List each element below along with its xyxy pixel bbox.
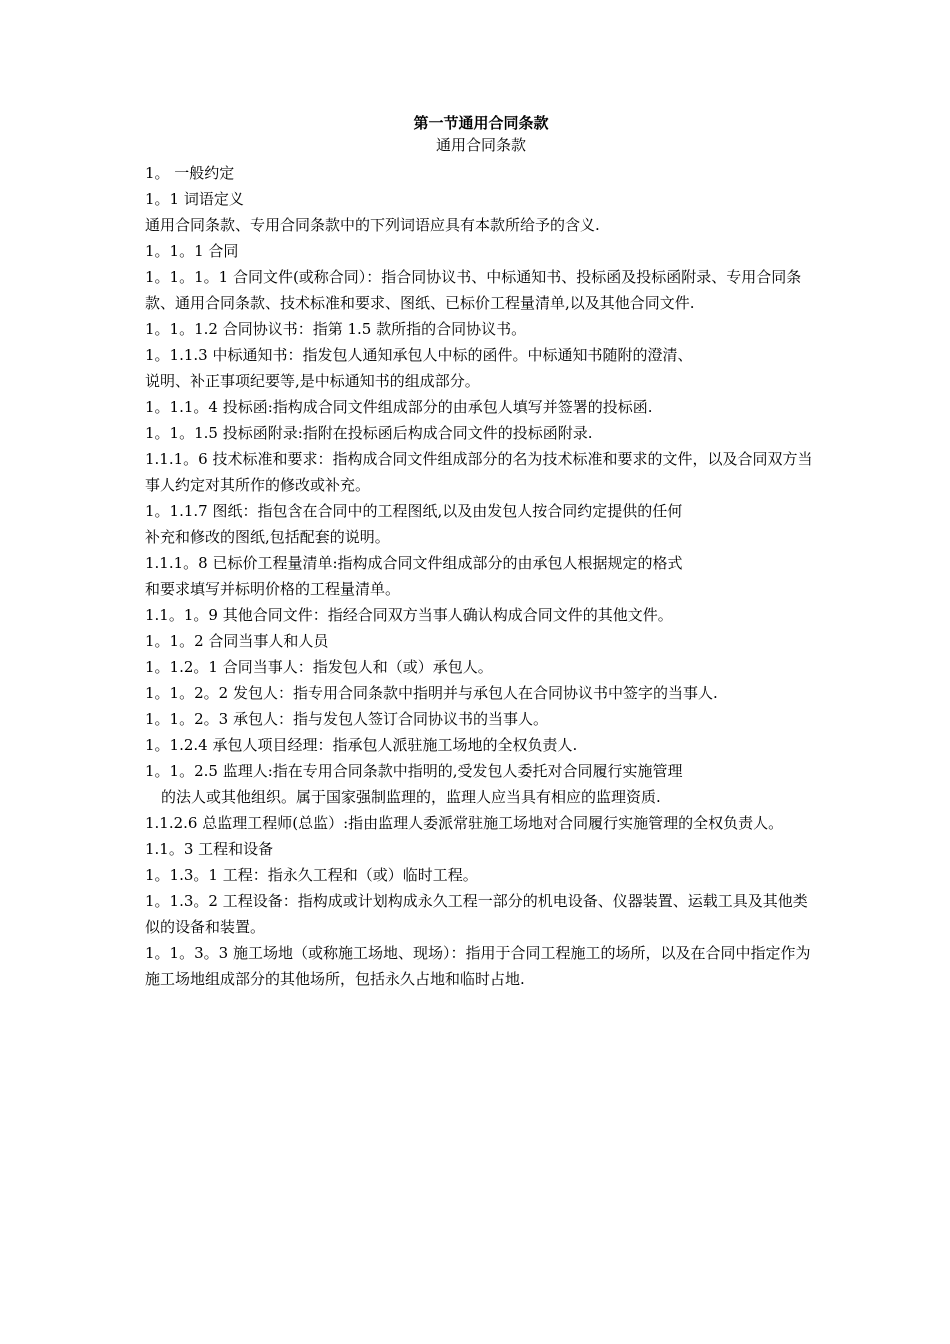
paragraph-drawings-line2: 补充和修改的图纸,包括配套的说明。 <box>145 528 390 546</box>
paragraph-priced-bill-line1: 1.1.1。8 已标价工程量清单:指构成合同文件组成部分的由承包人根据规定的格式 <box>145 554 683 572</box>
paragraph-definitions-heading: 1。1 词语定义 <box>145 190 244 208</box>
paragraph-award-notice-line2: 说明、补正事项纪要等,是中标通知书的组成部分。 <box>145 372 480 390</box>
paragraph-technical-standards: 1.1.1。6 技术标准和要求：指构成合同文件组成部分的名为技术标准和要求的文件，以及合同双方当事人约定对其所作的修改或补充。 <box>145 450 813 494</box>
document-body <box>145 112 817 992</box>
paragraph-contract-documents: 1。1。1。1 合同文件(或称合同）：指合同协议书、中标通知书、投标函及投标函附录、专用合同条款、通用合同条款、技术标准和要求、图纸、已标价工程量清单,以及其他合同文件. <box>145 268 802 312</box>
paragraph-contract-parties: 1。1.2。1 合同当事人：指发包人和（或）承包人。 <box>145 658 493 676</box>
paragraph-tender-letter: 1。1.1。4 投标函:指构成合同文件组成部分的由承包人填写并签署的投标函. <box>145 398 653 416</box>
paragraph-parties-heading: 1。1。2 合同当事人和人员 <box>145 632 329 650</box>
paragraph-general-provisions: 1。 一般约定 <box>145 164 235 182</box>
paragraph-tender-appendix: 1。1。1.5 投标函附录:指附在投标函后构成合同文件的投标函附录. <box>145 424 593 442</box>
paragraph-works: 1。1.3。1 工程：指永久工程和（或）临时工程。 <box>145 866 478 884</box>
paragraph-project-manager: 1。1.2.4 承包人项目经理：指承包人派驻施工场地的全权负责人. <box>145 736 578 754</box>
paragraph-award-notice-line1: 1。1.1.3 中标通知书：指发包人通知承包人中标的函件。中标通知书随附的澄清、 <box>145 346 693 364</box>
section-subtitle: 通用合同条款 <box>435 136 526 154</box>
paragraph-employer: 1。1。2。2 发包人：指专用合同条款中指明并与承包人在合同协议书中签字的当事人. <box>145 684 718 702</box>
paragraph-other-documents: 1.1。1。9 其他合同文件：指经合同双方当事人确认构成合同文件的其他文件。 <box>145 606 673 624</box>
paragraph-definitions-intro: 通用合同条款、专用合同条款中的下列词语应具有本款所给予的含义. <box>145 216 600 234</box>
paragraph-equipment: 1。1.3。2 工程设备：指构成或计划构成永久工程一部分的机电设备、仪器装置、运载工具及其他类似的设备和装置。 <box>145 892 808 936</box>
paragraph-site: 1。1。3。3 施工场地（或称施工场地、现场）：指用于合同工程施工的场所，以及在合同中指定作为施工场地组成部分的其他场所，包括永久占地和临时占地. <box>145 944 811 988</box>
paragraph-drawings-line1: 1。1.1.7 图纸：指包含在合同中的工程图纸,以及由发包人按合同约定提供的任何 <box>145 502 683 520</box>
paragraph-supervisor-line2: 的法人或其他组织。属于国家强制监理的，监理人应当具有相应的监理资质. <box>161 788 661 806</box>
section-title: 第一节通用合同条款 <box>413 114 549 132</box>
paragraph-supervisor-line1: 1。1。2.5 监理人:指在专用合同条款中指明的,受发包人委托对合同履行实施管理 <box>145 762 683 780</box>
paragraph-works-heading: 1.1。3 工程和设备 <box>145 840 274 858</box>
paragraph-contractor: 1。1。2。3 承包人：指与发包人签订合同协议书的当事人。 <box>145 710 548 728</box>
paragraph-contract-heading: 1。1。1 合同 <box>145 242 239 260</box>
paragraph-contract-agreement: 1。1。1.2 合同协议书：指第 1.5 款所指的合同协议书。 <box>145 320 527 338</box>
paragraph-chief-supervisor: 1.1.2.6 总监理工程师(总监）:指由监理人委派常驻施工场地对合同履行实施管理的全权负责人。 <box>145 814 784 832</box>
paragraph-priced-bill-line2: 和要求填写并标明价格的工程量清单。 <box>145 580 401 598</box>
